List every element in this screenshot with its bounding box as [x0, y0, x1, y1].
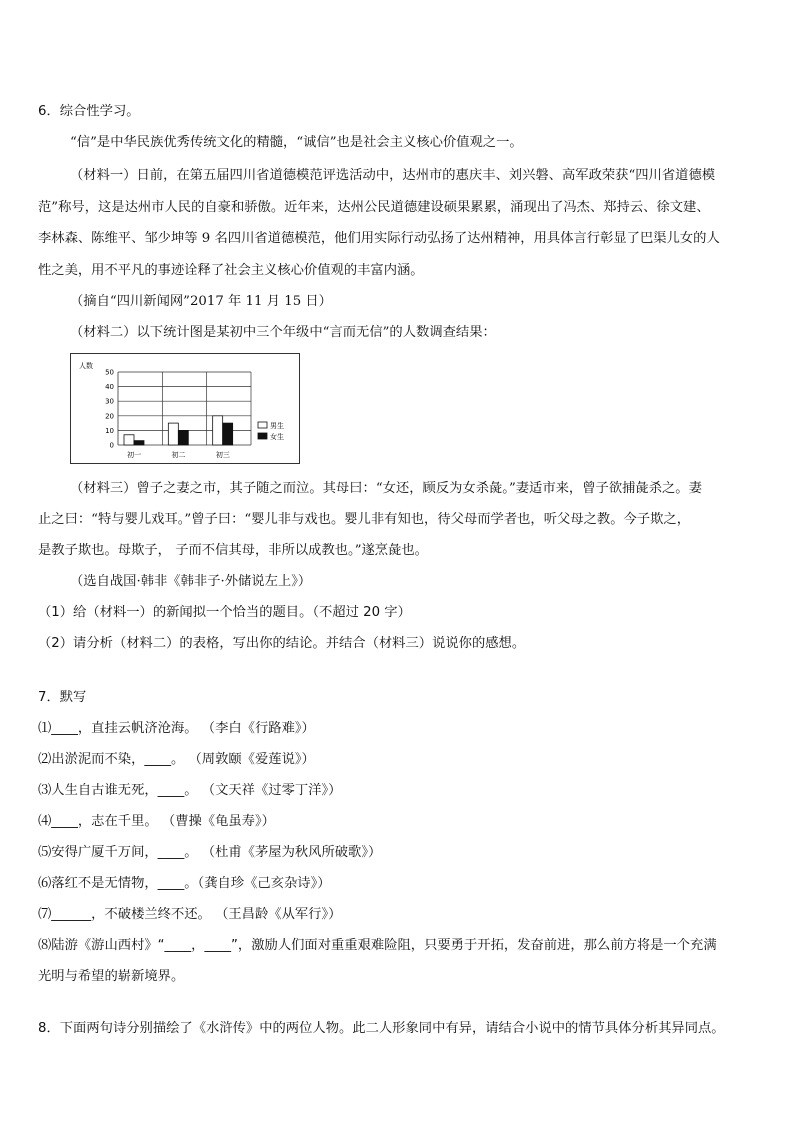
material-3-source: （选自战国·韩非《韩非子·外储说左上》） [70, 574, 312, 589]
bar [134, 441, 144, 445]
q7-item-8: ⑻陆游《游山西村》“____，____”，激励人们面对重重艰难险阻，只要勇于开拓，发奋前进，那么前方将是一个充满 [38, 938, 717, 953]
y-tick-label: 20 [105, 412, 114, 421]
q7-item-4: ⑷____，志在千里。 （曹操《龟虽寿》） [38, 814, 275, 829]
bar [223, 423, 233, 445]
legend-swatch [258, 422, 267, 428]
bar-chart [71, 354, 299, 463]
y-axis-label: 人数 [79, 362, 93, 370]
q7-heading: 7．默写 [38, 690, 87, 705]
material-1-line-1: （材料一）日前，在第五届四川省道德模范评选活动中，达州市的惠庆丰、刘兴磐、高军政荣获“四川省道德模 [70, 168, 716, 183]
bar [213, 416, 223, 445]
y-tick-label: 30 [105, 397, 114, 406]
bar [168, 423, 178, 445]
legend-label: 女生 [270, 433, 284, 441]
q6-intro: “信”是中华民族优秀传统文化的精髓，“诚信”也是社会主义核心价值观之一。 [70, 135, 523, 150]
y-tick-label: 50 [105, 368, 114, 377]
q7-item-1: ⑴____，直挂云帆济沧海。 （李白《行路难》） [38, 721, 315, 736]
material-1-source: （摘自“四川新闻网”2017 年 11 月 15 日） [70, 294, 332, 309]
q6-sub1: （1）给（材料一）的新闻拟一个恰当的题目。（不超过 20 字） [38, 605, 411, 620]
material-1-line-3: 李林森、陈维平、邹少坤等 9 名四川省道德模范，他们用实际行动弘扬了达州精神，用具体言行彰显了巴渠儿女的人 [38, 231, 720, 246]
x-tick-label: 初一 [127, 451, 142, 459]
y-tick-label: 10 [105, 426, 114, 435]
survey-chart [70, 353, 300, 464]
q7-item-7: ⑺______，不破楼兰终不还。 （王昌龄《从军行》） [38, 907, 342, 922]
y-tick-label: 0 [109, 441, 114, 450]
material-1-line-4: 性之美，用不平凡的事迹诠释了社会主义核心价值观的丰富内涵。 [38, 263, 424, 278]
bar [124, 435, 134, 445]
q8-text: 8．下面两句诗分别描绘了《水浒传》中的两位人物。此二人形象同中有异，请结合小说中的情节具体分析其异同点。 [38, 1021, 725, 1036]
legend-swatch [258, 433, 267, 439]
material-1-line-2: 范”称号，这是达州市人民的自豪和骄傲。近年来，达州公民道德建设硕果累累，涌现出了冯杰、郑持云、徐文建、 [38, 200, 710, 215]
material-3-line-1: （材料三）曾子之妻之市，其子随之而泣。其母曰：“女还，顾反为女杀彘。”妻适市来，曾子欲捕彘杀之。妻 [70, 481, 702, 496]
q7-item-5: ⑸安得广厦千万间，____。 （杜甫《茅屋为秋风所破歌》） [38, 845, 382, 860]
q7-item-8-cont: 光明与希望的崭新境界。 [38, 969, 185, 984]
q7-item-3: ⑶人生自古谁无死，____。 （文天祥《过零丁洋》） [38, 783, 342, 798]
q6-sub2: （2）请分析（材料二）的表格，写出你的结论。并结合（材料三）说说你的感想。 [38, 636, 526, 651]
q7-item-2: ⑵出淤泥而不染，____。 （周敦颐《爱莲说》） [38, 752, 315, 767]
material-3-line-2: 止之曰：“特与婴儿戏耳。”曾子曰：“婴儿非与戏也。婴儿非有知也，待父母而学者也，听父母之教。今子欺之， [38, 512, 690, 527]
legend-label: 男生 [270, 422, 284, 430]
y-tick-label: 40 [105, 383, 114, 392]
x-tick-label: 初二 [171, 451, 186, 459]
x-tick-label: 初三 [215, 451, 230, 459]
bar [178, 430, 188, 445]
q6-heading: 6．综合性学习。 [38, 104, 140, 119]
material-2-text: （材料二）以下统计图是某初中三个年级中“言而无信”的人数调查结果： [70, 325, 496, 340]
material-3-line-3: 是教子欺也。母欺子， 子而不信其母，非所以成教也。”遂烹彘也。 [38, 543, 428, 558]
q7-item-6: ⑹落红不是无情物，____。（龚自珍《己亥杂诗》） [38, 876, 331, 891]
